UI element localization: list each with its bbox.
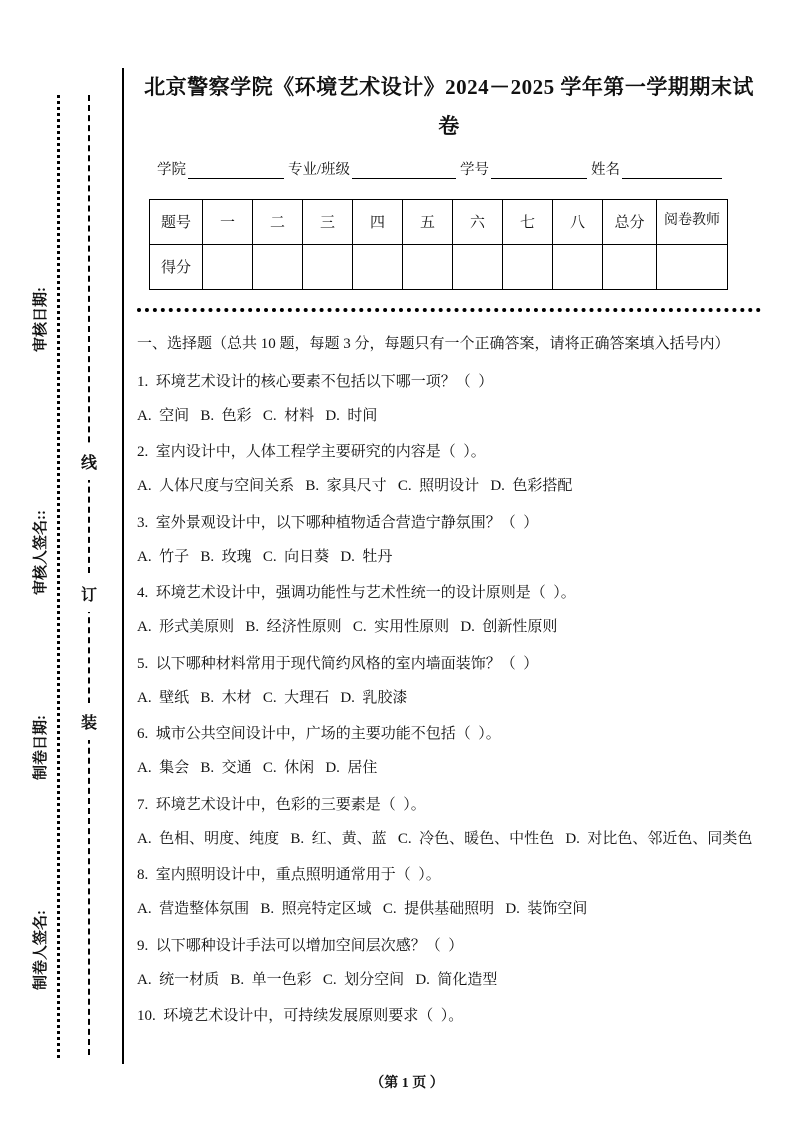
signature-rail-dotted-line (57, 95, 60, 1058)
name-field (591, 158, 722, 179)
question-1-options: A. 空间 B. 色彩 C. 材料 D. 时间 (137, 407, 378, 424)
question-3-options: A. 竹子 B. 玫瑰 C. 向日葵 D. 牡丹 (137, 548, 393, 565)
score-table-col-grader: 阅卷教师 (657, 199, 728, 244)
dotted-separator (137, 308, 761, 312)
question-10-text: 10. 环境艺术设计中，可持续发展原则要求（ ）。 (137, 1008, 464, 1025)
question-2-options: A. 人体尺度与空间关系 B. 家具尺寸 C. 照明设计 D. 色彩搭配 (137, 478, 573, 495)
score-table-header-row (150, 199, 728, 244)
question-6-text: 6. 城市公共空间设计中，广场的主要功能不包括（ ）。 (137, 726, 501, 743)
review-date-label: 审核日期: (28, 277, 51, 362)
question-4 (137, 580, 761, 642)
binding-char-staple: 订 (79, 575, 99, 612)
page-title: 北京警察学院《环境艺术设计》2024－2025 学年第一学期期末试卷 (144, 75, 754, 138)
paper-made-date-label: 制卷日期: (28, 705, 51, 790)
score-table-col-8: 八 (553, 199, 603, 244)
question-8-options: A. 营造整体氛围 B. 照亮特定区域 C. 提供基础照明 D. 装饰空间 (137, 901, 588, 918)
binding-char-bind: 装 (79, 703, 99, 740)
score-table-col-5: 五 (403, 199, 453, 244)
score-cell-total[interactable] (603, 244, 657, 289)
question-number-label: 题号 (150, 199, 203, 244)
score-table-col-3: 三 (303, 199, 353, 244)
score-label: 得分 (150, 244, 203, 289)
reviewer-signature-label: 审核人签名:: (28, 500, 51, 605)
question-3 (137, 510, 761, 572)
score-table-col-2: 二 (253, 199, 303, 244)
question-5-text: 5. 以下哪种材料常用于现代简约风格的室内墙面装饰？（ ） (137, 655, 539, 672)
name-field-blank[interactable] (622, 160, 722, 179)
score-cell-1[interactable] (203, 244, 253, 289)
student-info-row (157, 158, 761, 179)
score-table-col-6: 六 (453, 199, 503, 244)
score-table (149, 199, 728, 290)
question-10 (137, 1003, 761, 1031)
score-cell-5[interactable] (403, 244, 453, 289)
score-cell-8[interactable] (553, 244, 603, 289)
section-heading: 一、选择题（总共 10 题，每题 3 分，每题只有一个正确答案，请将正确答案填入括号内） (137, 335, 730, 352)
question-7-options: A. 色相、明度、纯度 B. 红、黄、蓝 C. 冷色、暖色、中性色 D. 对比色、邻近色、同类色 (137, 830, 753, 847)
binding-char-line: 线 (79, 443, 99, 480)
major-class-field-blank[interactable] (352, 160, 456, 179)
question-6-options: A. 集会 B. 交通 C. 休闲 D. 居住 (137, 760, 378, 777)
score-table-col-1: 一 (203, 199, 253, 244)
student-id-field (460, 158, 587, 179)
college-field-blank[interactable] (188, 160, 284, 179)
question-9-options: A. 统一材质 B. 单一色彩 C. 划分空间 D. 简化造型 (137, 971, 498, 988)
student-id-field-blank[interactable] (491, 160, 587, 179)
question-7 (137, 792, 761, 854)
name-field-label: 姓名 (591, 161, 621, 178)
score-cell-grader[interactable] (657, 244, 728, 289)
major-class-field-label: 专业/班级 (288, 161, 351, 178)
content-left-border (122, 68, 124, 1064)
question-5 (137, 651, 761, 713)
exam-content (137, 0, 761, 1031)
question-2 (137, 439, 761, 501)
score-cell-3[interactable] (303, 244, 353, 289)
paper-maker-signature-label: 制卷人签名: (28, 900, 51, 1000)
question-7-text: 7. 环境艺术设计中，色彩的三要素是（ ）。 (137, 796, 426, 813)
score-cell-6[interactable] (453, 244, 503, 289)
major-class-field (288, 158, 456, 179)
question-9-text: 9. 以下哪种设计手法可以增加空间层次感？（ ） (137, 937, 464, 954)
question-6 (137, 721, 761, 783)
question-3-text: 3. 室外景观设计中，以下哪种植物适合营造宁静氛围？（ ） (137, 514, 539, 531)
question-list (137, 369, 761, 1031)
score-table-col-7: 七 (503, 199, 553, 244)
page-number: （第 1 页 ） (370, 1076, 444, 1091)
score-table-score-row (150, 244, 728, 289)
question-1-text: 1. 环境艺术设计的核心要素不包括以下哪一项？（ ） (137, 373, 494, 390)
question-9 (137, 933, 761, 995)
score-table-col-total: 总分 (603, 199, 657, 244)
question-2-text: 2. 室内设计中，人体工程学主要研究的内容是（ ）。 (137, 444, 486, 461)
college-field (157, 158, 284, 179)
score-cell-2[interactable] (253, 244, 303, 289)
student-id-field-label: 学号 (460, 161, 490, 178)
score-cell-4[interactable] (353, 244, 403, 289)
question-8 (137, 862, 761, 924)
question-4-options: A. 形式美原则 B. 经济性原则 C. 实用性原则 D. 创新性原则 (137, 619, 558, 636)
question-1 (137, 369, 761, 431)
score-table-col-4: 四 (353, 199, 403, 244)
score-cell-7[interactable] (503, 244, 553, 289)
college-field-label: 学院 (157, 161, 186, 178)
question-5-options: A. 壁纸 B. 木材 C. 大理石 D. 乳胶漆 (137, 689, 408, 706)
question-8-text: 8. 室内照明设计中，重点照明通常用于（ ）。 (137, 867, 441, 884)
question-4-text: 4. 环境艺术设计中，强调功能性与艺术性统一的设计原则是（ ）。 (137, 585, 576, 602)
